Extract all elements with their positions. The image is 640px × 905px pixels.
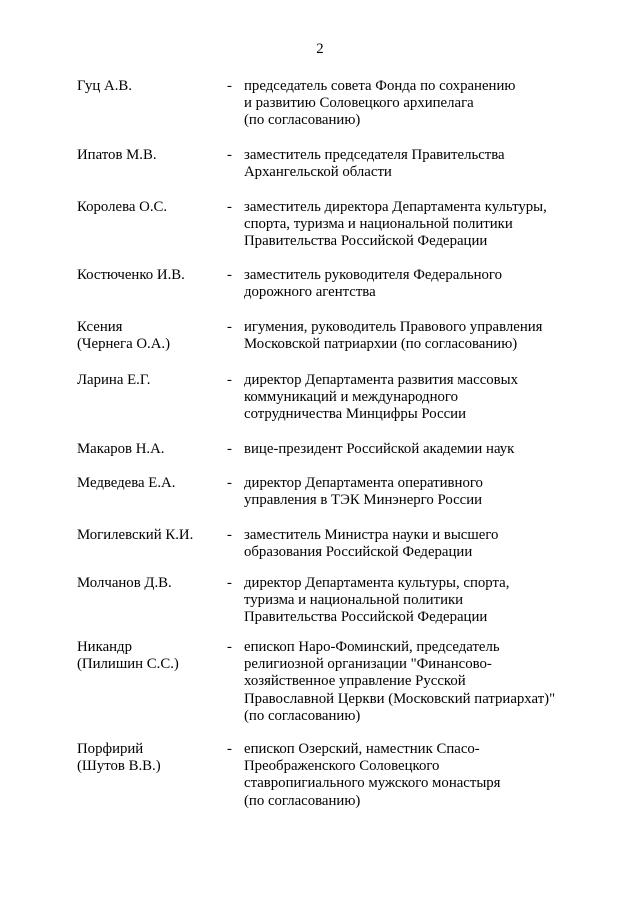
- member-name: Ларина Е.Г.: [77, 372, 151, 388]
- member-name: Костюченко И.В.: [77, 267, 185, 283]
- member-role: заместитель Министра науки и высшего образования Российской Федерации: [244, 527, 499, 561]
- member-role: заместитель директора Департамента культуры, спорта, туризма и национальной политики Правительства Российской Федерации: [244, 199, 547, 250]
- member-role: директор Департамента оперативного управления в ТЭК Минэнерго России: [244, 475, 483, 509]
- member-role: председатель совета Фонда по сохранению и развитию Соловецкого архипелага (по согласованию): [244, 78, 516, 129]
- member-name: Молчанов Д.В.: [77, 575, 172, 591]
- separator-dash: -: [227, 475, 232, 491]
- separator-dash: -: [227, 319, 232, 335]
- separator-dash: -: [227, 372, 232, 388]
- separator-dash: -: [227, 741, 232, 757]
- member-name: Никандр (Пилишин С.С.): [77, 639, 179, 673]
- separator-dash: -: [227, 527, 232, 543]
- member-name: Медведева Е.А.: [77, 475, 176, 491]
- member-role: директор Департамента культуры, спорта, туризма и национальной политики Правительства Российской Федерации: [244, 575, 510, 626]
- member-role: заместитель руководителя Федерального дорожного агентства: [244, 267, 502, 301]
- member-name: Могилевский К.И.: [77, 527, 194, 543]
- member-role: заместитель председателя Правительства Архангельской области: [244, 147, 505, 181]
- member-role: вице-президент Российской академии наук: [244, 441, 515, 457]
- separator-dash: -: [227, 147, 232, 163]
- separator-dash: -: [227, 441, 232, 457]
- separator-dash: -: [227, 267, 232, 283]
- member-role: директор Департамента развития массовых коммуникаций и международного сотрудничества Минцифры России: [244, 372, 518, 423]
- member-role: епископ Наро-Фоминский, председатель религиозной организации "Финансово- хозяйственное управление Русской Православной Церкви (Московский патриархат)" (по согласованию): [244, 639, 556, 724]
- member-name: Макаров Н.А.: [77, 441, 165, 457]
- member-name: Королева О.С.: [77, 199, 168, 215]
- member-role: епископ Озерский, наместник Спасо- Преображенского Соловецкого ставропигиального мужского монастыря (по согласованию): [244, 741, 501, 809]
- separator-dash: -: [227, 199, 232, 215]
- member-name: Ипатов М.В.: [77, 147, 157, 163]
- member-name: Гуц А.В.: [77, 78, 132, 94]
- page-number: 2: [316, 41, 324, 57]
- member-name: Ксения (Чернега О.А.): [77, 319, 171, 353]
- member-role: игумения, руководитель Правового управления Московской патриархии (по согласованию): [244, 319, 543, 353]
- separator-dash: -: [227, 575, 232, 591]
- member-name: Порфирий (Шутов В.В.): [77, 741, 161, 775]
- separator-dash: -: [227, 639, 232, 655]
- separator-dash: -: [227, 78, 232, 94]
